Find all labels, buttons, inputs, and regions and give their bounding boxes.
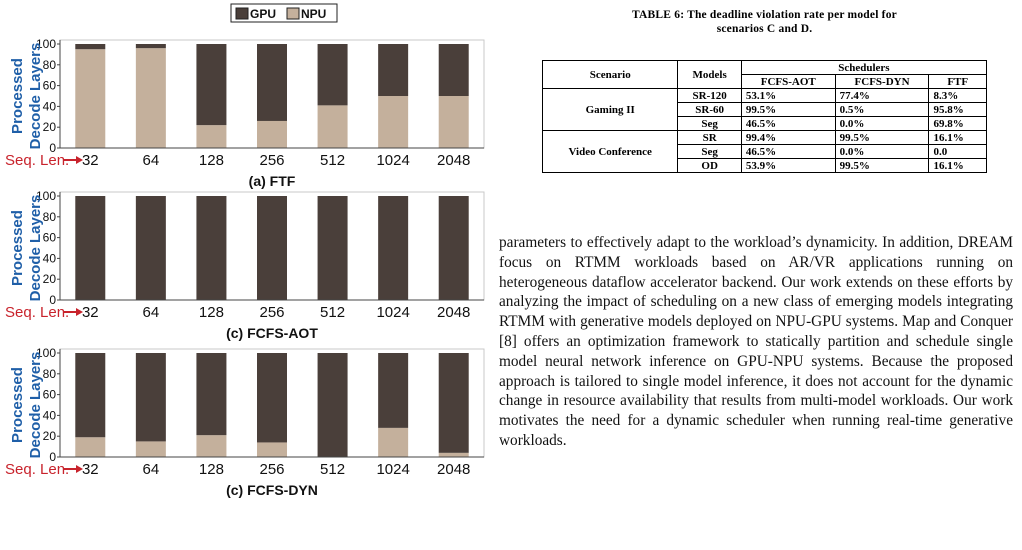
bar-gpu [196, 353, 226, 435]
y-tick-label: 0 [49, 141, 56, 155]
chart-title: (c) FCFS-DYN [226, 482, 318, 498]
x-axis-label: Seq. Len. [5, 304, 70, 321]
x-tick-label: 1024 [376, 304, 410, 321]
x-tick-label: 32 [81, 461, 99, 478]
deadline-violation-table [542, 60, 987, 173]
bar-gpu [378, 353, 408, 428]
value-cell: 53.1% [741, 89, 835, 103]
value-cell: 95.8% [929, 103, 987, 117]
y-tick-label: 40 [42, 99, 56, 114]
value-cell: 0.5% [835, 103, 929, 117]
x-axis-label: Seq. Len. [5, 152, 70, 169]
bar-gpu [439, 44, 469, 96]
value-cell: 99.5% [835, 131, 929, 145]
x-tick-label: 2048 [437, 304, 471, 321]
value-cell: 16.1% [929, 131, 987, 145]
y-tick-label: 0 [49, 293, 56, 307]
bar-npu [257, 121, 287, 148]
x-tick-label: 32 [81, 152, 99, 169]
model-cell: OD [678, 159, 741, 173]
bar-npu [439, 453, 469, 457]
table-caption-line-2: scenarios C and D. [716, 23, 813, 35]
bar-gpu [257, 196, 287, 300]
bar-npu [196, 435, 226, 457]
model-cell: SR [678, 131, 741, 145]
y-tick-label: 0 [49, 450, 56, 464]
x-tick-label: 1024 [376, 461, 410, 478]
value-cell: 0.0% [835, 117, 929, 131]
value-cell: 77.4% [835, 89, 929, 103]
bar-npu [136, 441, 166, 457]
x-tick-label: 128 [198, 461, 224, 478]
chart-2 [57, 349, 484, 473]
y-tick-label: 60 [42, 78, 56, 93]
y-tick-label: 100 [35, 189, 56, 203]
bar-npu [75, 49, 105, 148]
x-tick-label: 128 [198, 152, 224, 169]
chart-title: (a) FTF [248, 173, 296, 189]
bar-gpu [75, 353, 105, 437]
value-cell: 99.4% [741, 131, 835, 145]
header-schedulers: Schedulers [741, 61, 986, 75]
bar-gpu [439, 196, 469, 300]
bar-gpu [196, 44, 226, 125]
table-row [543, 89, 987, 103]
bar-npu [257, 442, 287, 457]
value-cell: 0.0 [929, 145, 987, 159]
bar-gpu [75, 44, 105, 49]
scenario-cell: Video Conference [543, 131, 678, 173]
bar-gpu [318, 44, 348, 105]
x-tick-label: 2048 [437, 152, 471, 169]
bar-npu [378, 428, 408, 457]
table-caption-line-1: TABLE 6: The deadline violation rate per model for [632, 9, 897, 21]
value-cell: 46.5% [741, 145, 835, 159]
bar-gpu [196, 196, 226, 300]
x-tick-label: 2048 [437, 461, 471, 478]
header-scenario: Scenario [543, 61, 678, 89]
value-cell: 69.8% [929, 117, 987, 131]
y-tick-label: 20 [42, 120, 56, 135]
y-axis-label: Decode Layers [27, 42, 44, 150]
x-tick-label: 256 [259, 461, 285, 478]
x-axis-label: Seq. Len. [5, 461, 70, 478]
x-tick-label: 256 [259, 152, 285, 169]
y-tick-label: 80 [42, 57, 56, 72]
bar-npu [439, 96, 469, 148]
bar-gpu [318, 353, 348, 457]
chart-1 [57, 192, 484, 316]
legend-swatch-gpu [236, 8, 248, 19]
header-models: Models [678, 61, 741, 89]
y-tick-label: 60 [42, 387, 56, 402]
x-tick-label: 256 [259, 304, 285, 321]
header-fcfs-dyn: FCFS-DYN [835, 75, 929, 89]
legend-label-gpu: GPU [250, 7, 277, 21]
x-tick-label: 64 [142, 152, 160, 169]
y-axis-label: Decode Layers [27, 351, 44, 459]
y-tick-label: 40 [42, 251, 56, 266]
y-tick-label: 60 [42, 230, 56, 245]
bar-gpu [257, 353, 287, 442]
bar-gpu [439, 353, 469, 453]
figure-panels [0, 0, 495, 550]
x-tick-label: 64 [142, 304, 160, 321]
bar-npu [136, 48, 166, 148]
x-tick-label: 32 [81, 304, 99, 321]
model-cell: Seg [678, 145, 741, 159]
model-cell: Seg [678, 117, 741, 131]
value-cell: 99.5% [835, 159, 929, 173]
y-tick-label: 100 [35, 346, 56, 360]
model-cell: SR-60 [678, 103, 741, 117]
table-caption [542, 8, 987, 36]
model-cell: SR-120 [678, 89, 741, 103]
bar-gpu [378, 196, 408, 300]
header-ftf: FTF [929, 75, 987, 89]
bar-gpu [257, 44, 287, 121]
bar-npu [318, 105, 348, 148]
x-tick-label: 1024 [376, 152, 410, 169]
bar-gpu [136, 196, 166, 300]
bar-gpu [136, 353, 166, 441]
bar-npu [75, 437, 105, 457]
table-row [543, 131, 987, 145]
y-axis-label: Processed [9, 367, 26, 443]
scenario-cell: Gaming II [543, 89, 678, 131]
x-tick-label: 128 [198, 304, 224, 321]
body-paragraph: parameters to effectively adapt to the workload’s dynamicity. In addition, DREAM focus on RTMM workloads based on AR/VR applications running on heterogeneous dataflow accelerator backend. Our work extends on these efforts by analyzing the impact of scheduling on a new class of emerging models integrating RTMM with generative models deployed on NPU-GPU systems. Map and Conquer [8] offers an optimization framework to statically partition and schedule single model neural network inference on GPU-NPU systems. Because the proposed approach is tailored to single model inference, it does not account for the dynamic change in resource availability that results from multi-model workloads. Our work motivates the need for a dynamic scheduler when running real-time generative workloads. [499, 234, 1013, 449]
y-axis-label: Processed [9, 210, 26, 286]
legend-label-npu: NPU [301, 7, 327, 21]
value-cell: 16.1% [929, 159, 987, 173]
bar-gpu [75, 196, 105, 300]
chart-title: (c) FCFS-AOT [226, 325, 318, 341]
y-axis-label: Processed [9, 58, 26, 134]
legend-swatch-npu [287, 8, 299, 19]
value-cell: 8.3% [929, 89, 987, 103]
x-tick-label: 512 [320, 461, 346, 478]
value-cell: 0.0% [835, 145, 929, 159]
y-axis-label: Decode Layers [27, 194, 44, 302]
bar-npu [378, 96, 408, 148]
y-tick-label: 40 [42, 408, 56, 423]
table-6 [542, 0, 987, 172]
y-tick-label: 20 [42, 429, 56, 444]
value-cell: 53.9% [741, 159, 835, 173]
bar-gpu [318, 196, 348, 300]
y-tick-label: 20 [42, 272, 56, 287]
y-tick-label: 100 [35, 37, 56, 51]
x-tick-label: 512 [320, 152, 346, 169]
y-tick-label: 80 [42, 366, 56, 381]
y-tick-label: 80 [42, 209, 56, 224]
bar-gpu [378, 44, 408, 96]
value-cell: 46.5% [741, 117, 835, 131]
value-cell: 99.5% [741, 103, 835, 117]
header-fcfs-aot: FCFS-AOT [741, 75, 835, 89]
x-tick-label: 64 [142, 461, 160, 478]
x-tick-label: 512 [320, 304, 346, 321]
bar-gpu [136, 44, 166, 48]
chart-0 [57, 4, 484, 164]
bar-npu [196, 125, 226, 148]
